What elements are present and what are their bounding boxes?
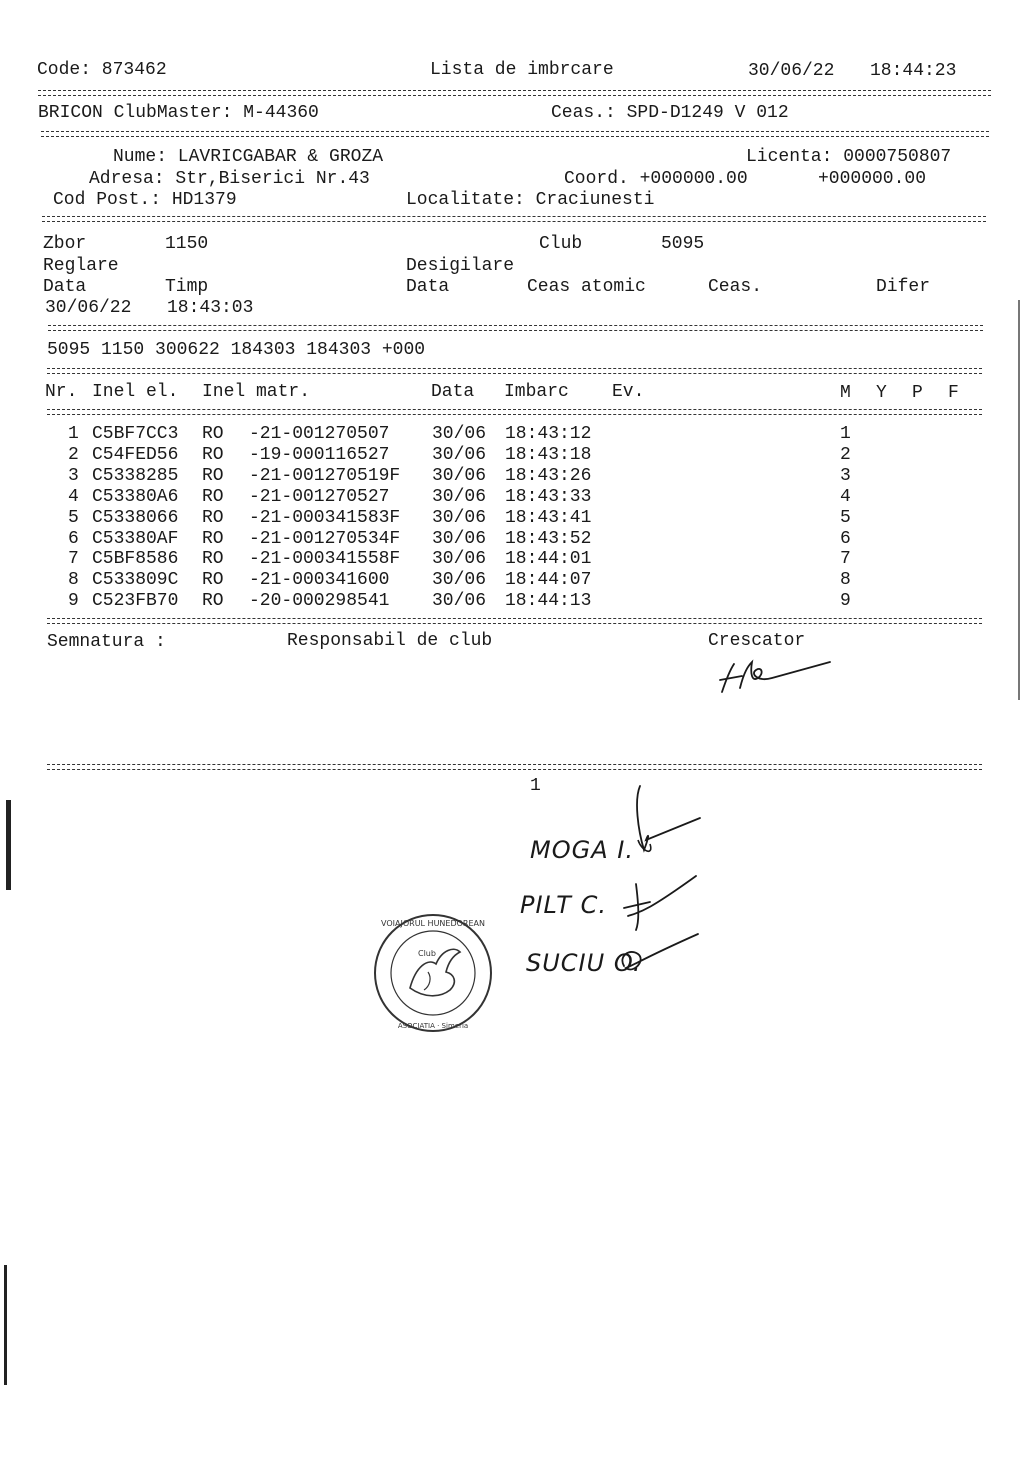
row-inel-el: C523FB70 bbox=[92, 591, 179, 611]
row-country: RO bbox=[202, 529, 224, 549]
row-inel-el: C5338285 bbox=[92, 466, 179, 486]
row-inel-matr: -21-000341558F bbox=[249, 549, 401, 569]
column-header-imbarc: Imbarc bbox=[504, 382, 569, 402]
divider bbox=[47, 368, 982, 369]
row-inel-matr: -20-000298541 bbox=[249, 591, 390, 611]
column-header-p: P bbox=[912, 383, 923, 403]
difference-label: Difer bbox=[876, 277, 931, 297]
svg-text:Club: Club bbox=[418, 949, 436, 958]
column-header-nr: Nr. bbox=[45, 382, 78, 402]
clock-id: Ceas.: SPD-D1249 V 012 bbox=[551, 103, 789, 123]
row-m: 6 bbox=[840, 529, 851, 549]
table-row bbox=[0, 487, 1024, 508]
table-row bbox=[0, 570, 1024, 591]
column-header-inel-matr: Inel matr. bbox=[202, 382, 311, 402]
club-stamp bbox=[370, 910, 496, 1036]
row-inel-el: C5BF8586 bbox=[92, 549, 179, 569]
reglare-time-label: Timp bbox=[165, 277, 209, 297]
page-number: 1 bbox=[530, 776, 541, 796]
row-data: 30/06 bbox=[432, 529, 487, 549]
table-row bbox=[0, 466, 1024, 487]
divider bbox=[48, 325, 983, 326]
row-data: 30/06 bbox=[432, 487, 487, 507]
table-row bbox=[0, 591, 1024, 612]
table-row bbox=[0, 549, 1024, 570]
breeder-signature bbox=[712, 652, 837, 698]
divider bbox=[38, 90, 991, 91]
reglare-label: Reglare bbox=[43, 256, 119, 276]
row-imbarc: 18:44:13 bbox=[505, 591, 592, 611]
scan-edge-mark bbox=[6, 800, 11, 890]
club-responsible-label: Responsabil de club bbox=[287, 631, 493, 651]
row-data: 30/06 bbox=[432, 466, 487, 486]
fancier-address: Adresa: Str,Biserici Nr.43 bbox=[89, 169, 370, 189]
handwritten-name-3: SUCIU O. bbox=[526, 949, 642, 977]
table-row bbox=[0, 424, 1024, 445]
row-imbarc: 18:43:12 bbox=[505, 424, 592, 444]
row-inel-el: C533809C bbox=[92, 570, 179, 590]
row-m: 3 bbox=[840, 466, 851, 486]
row-m: 1 bbox=[840, 424, 851, 444]
divider bbox=[42, 221, 986, 222]
row-imbarc: 18:44:01 bbox=[505, 549, 592, 569]
flight-number: 1150 bbox=[165, 234, 209, 254]
breeder-label: Crescator bbox=[708, 631, 806, 651]
row-data: 30/06 bbox=[432, 445, 487, 465]
header-time: 18:44:23 bbox=[870, 61, 957, 81]
row-inel-matr: -21-000341583F bbox=[249, 508, 401, 528]
row-nr: 6 bbox=[68, 529, 79, 549]
row-imbarc: 18:43:41 bbox=[505, 508, 592, 528]
row-inel-matr: -21-000341600 bbox=[249, 570, 390, 590]
row-data: 30/06 bbox=[432, 591, 487, 611]
row-data: 30/06 bbox=[432, 508, 487, 528]
signature-label: Semnatura : bbox=[47, 632, 166, 652]
document-title: Lista de imbrcare bbox=[430, 60, 614, 80]
row-country: RO bbox=[202, 508, 224, 528]
reglare-time: 18:43:03 bbox=[167, 298, 254, 318]
handwritten-name-2: PILT C. bbox=[520, 891, 607, 919]
summary-line: 5095 1150 300622 184303 184303 +000 bbox=[47, 340, 426, 360]
row-country: RO bbox=[202, 570, 224, 590]
row-data: 30/06 bbox=[432, 549, 487, 569]
fancier-name: Nume: LAVRICGABAR & GROZA bbox=[113, 147, 384, 167]
row-country: RO bbox=[202, 549, 224, 569]
svg-text:VOIAJORUL HUNEDOREAN: VOIAJORUL HUNEDOREAN bbox=[381, 919, 485, 928]
locality: Localitate: Craciunesti bbox=[406, 190, 655, 210]
row-m: 4 bbox=[840, 487, 851, 507]
table-row bbox=[0, 529, 1024, 550]
code-label: Code: 873462 bbox=[37, 60, 167, 80]
postal-code: Cod Post.: HD1379 bbox=[53, 190, 237, 210]
row-country: RO bbox=[202, 445, 224, 465]
row-inel-matr: -21-001270527 bbox=[249, 487, 390, 507]
desigilare-label: Desigilare bbox=[406, 256, 515, 276]
table-row bbox=[0, 508, 1024, 529]
reglare-date-label: Data bbox=[43, 277, 87, 297]
row-imbarc: 18:43:33 bbox=[505, 487, 592, 507]
row-country: RO bbox=[202, 466, 224, 486]
row-nr: 3 bbox=[68, 466, 79, 486]
row-inel-el: C53380A6 bbox=[92, 487, 179, 507]
divider bbox=[47, 618, 982, 619]
divider bbox=[47, 623, 982, 624]
clock-label: Ceas. bbox=[708, 277, 763, 297]
divider bbox=[41, 131, 989, 132]
row-inel-matr: -19-000116527 bbox=[249, 445, 390, 465]
row-nr: 4 bbox=[68, 487, 79, 507]
divider bbox=[48, 330, 983, 331]
license-number: Licenta: 0000750807 bbox=[746, 147, 952, 167]
coordinates: Coord. +000000.00 bbox=[564, 169, 748, 189]
divider bbox=[47, 414, 982, 415]
header-date: 30/06/22 bbox=[748, 61, 835, 81]
row-m: 7 bbox=[840, 549, 851, 569]
row-inel-el: C53380AF bbox=[92, 529, 179, 549]
club-number: 5095 bbox=[661, 234, 705, 254]
divider bbox=[42, 216, 986, 217]
row-country: RO bbox=[202, 591, 224, 611]
divider bbox=[41, 136, 989, 137]
row-inel-el: C54FED56 bbox=[92, 445, 179, 465]
column-header-y: Y bbox=[876, 383, 887, 403]
row-imbarc: 18:43:18 bbox=[505, 445, 592, 465]
column-header-inel-el: Inel el. bbox=[92, 382, 179, 402]
coordinates-second: +000000.00 bbox=[818, 169, 927, 189]
club-label: Club bbox=[539, 234, 583, 254]
row-inel-matr: -21-001270519F bbox=[249, 466, 401, 486]
row-imbarc: 18:43:52 bbox=[505, 529, 592, 549]
handwritten-name-1: MOGA I. bbox=[530, 836, 634, 864]
row-nr: 1 bbox=[68, 424, 79, 444]
divider bbox=[47, 769, 982, 770]
row-inel-el: C5BF7CC3 bbox=[92, 424, 179, 444]
column-header-data: Data bbox=[431, 382, 475, 402]
atomic-clock-label: Ceas atomic bbox=[527, 277, 646, 297]
row-inel-matr: -21-001270534F bbox=[249, 529, 401, 549]
row-nr: 7 bbox=[68, 549, 79, 569]
reglare-date: 30/06/22 bbox=[45, 298, 132, 318]
clubmaster-id: BRICON ClubMaster: M-44360 bbox=[38, 103, 319, 123]
row-imbarc: 18:44:07 bbox=[505, 570, 592, 590]
row-inel-el: C5338066 bbox=[92, 508, 179, 528]
desigilare-date-label: Data bbox=[406, 277, 450, 297]
row-country: RO bbox=[202, 487, 224, 507]
row-nr: 5 bbox=[68, 508, 79, 528]
row-m: 8 bbox=[840, 570, 851, 590]
divider bbox=[38, 95, 991, 96]
flight-label: Zbor bbox=[43, 234, 87, 254]
column-header-m: M bbox=[840, 383, 851, 403]
row-m: 2 bbox=[840, 445, 851, 465]
divider bbox=[47, 409, 982, 410]
scan-edge-mark bbox=[4, 1265, 7, 1385]
column-header-ev: Ev. bbox=[612, 382, 645, 402]
row-nr: 8 bbox=[68, 570, 79, 590]
table-row bbox=[0, 445, 1024, 466]
divider bbox=[47, 764, 982, 765]
row-m: 9 bbox=[840, 591, 851, 611]
witness-signatures bbox=[610, 780, 710, 980]
svg-text:ASOCIATIA · Simeria: ASOCIATIA · Simeria bbox=[397, 1022, 469, 1030]
divider bbox=[47, 373, 982, 374]
row-m: 5 bbox=[840, 508, 851, 528]
row-imbarc: 18:43:26 bbox=[505, 466, 592, 486]
row-country: RO bbox=[202, 424, 224, 444]
column-header-f: F bbox=[948, 383, 959, 403]
row-data: 30/06 bbox=[432, 570, 487, 590]
row-nr: 2 bbox=[68, 445, 79, 465]
row-nr: 9 bbox=[68, 591, 79, 611]
row-data: 30/06 bbox=[432, 424, 487, 444]
row-inel-matr: -21-001270507 bbox=[249, 424, 390, 444]
